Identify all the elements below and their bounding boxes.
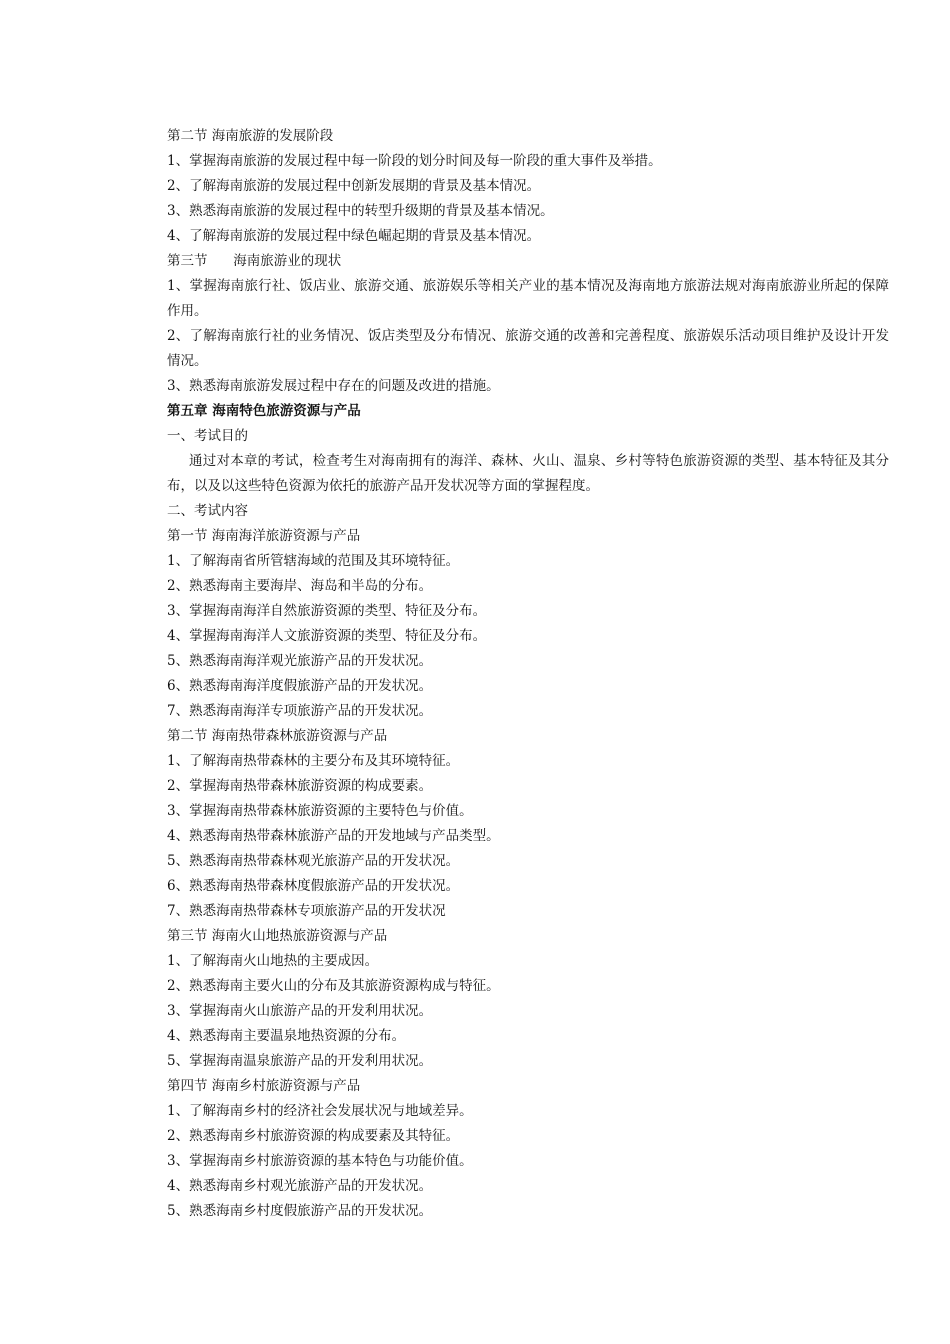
list-item: 2、熟悉海南主要海岸、海岛和半岛的分布。 [167,578,433,594]
list-item: 2、熟悉海南主要火山的分布及其旅游资源构成与特征。 [167,978,500,994]
list-item: 6、熟悉海南热带森林度假旅游产品的开发状况。 [167,878,460,894]
list-item: 4、了解海南旅游的发展过程中绿色崛起期的背景及基本情况。 [167,228,541,244]
list-item: 2、了解海南旅游的发展过程中创新发展期的背景及基本情况。 [167,178,541,194]
list-item: 1、掌握海南旅行社、饭店业、旅游交通、旅游娱乐等相关产业的基本情况及海南地方旅游法规对海南旅游业所起的保障作用。 [167,278,889,319]
list-item: 1、掌握海南旅游的发展过程中每一阶段的划分时间及每一阶段的重大事件及举措。 [167,153,662,169]
section-heading: 第一节 海南海洋旅游资源与产品 [167,528,361,544]
list-item: 2、熟悉海南乡村旅游资源的构成要素及其特征。 [167,1128,460,1144]
list-item: 3、熟悉海南旅游的发展过程中的转型升级期的背景及基本情况。 [167,203,554,219]
section-heading: 第二节 海南旅游的发展阶段 [167,128,334,144]
list-item: 2、了解海南旅行社的业务情况、饭店类型及分布情况、旅游交通的改善和完善程度、旅游娱乐活动项目维护及设计开发情况。 [167,328,889,369]
list-item: 3、掌握海南乡村旅游资源的基本特色与功能价值。 [167,1153,473,1169]
list-item: 3、掌握海南海洋自然旅游资源的类型、特征及分布。 [167,603,487,619]
list-item: 5、掌握海南温泉旅游产品的开发利用状况。 [167,1053,433,1069]
list-item: 2、掌握海南热带森林旅游资源的构成要素。 [167,778,433,794]
subheading: 二、考试内容 [167,503,248,519]
list-item: 4、熟悉海南乡村观光旅游产品的开发状况。 [167,1178,433,1194]
section-heading: 第四节 海南乡村旅游资源与产品 [167,1078,361,1094]
list-item: 6、熟悉海南海洋度假旅游产品的开发状况。 [167,678,433,694]
list-item: 3、掌握海南火山旅游产品的开发利用状况。 [167,1003,433,1019]
list-item: 1、了解海南火山地热的主要成因。 [167,953,379,969]
list-item: 5、熟悉海南海洋观光旅游产品的开发状况。 [167,653,433,669]
subheading: 一、考试目的 [167,428,248,444]
list-item: 3、掌握海南热带森林旅游资源的主要特色与价值。 [167,803,473,819]
list-item: 4、掌握海南海洋人文旅游资源的类型、特征及分布。 [167,628,487,644]
section-heading: 第三节 海南旅游业的现状 [167,253,342,269]
list-item: 7、熟悉海南热带森林专项旅游产品的开发状况 [167,903,446,919]
list-item: 1、了解海南乡村的经济社会发展状况与地域差异。 [167,1103,473,1119]
list-item: 5、熟悉海南乡村度假旅游产品的开发状况。 [167,1203,433,1219]
list-item: 5、熟悉海南热带森林观光旅游产品的开发状况。 [167,853,460,869]
list-item: 1、了解海南热带森林的主要分布及其环境特征。 [167,753,460,769]
section-heading: 第三节 海南火山地热旅游资源与产品 [167,928,388,944]
section-heading: 第二节 海南热带森林旅游资源与产品 [167,728,388,744]
document-body [167,124,889,1224]
list-item: 7、熟悉海南海洋专项旅游产品的开发状况。 [167,703,433,719]
list-item: 1、了解海南省所管辖海域的范围及其环境特征。 [167,553,460,569]
list-item: 4、熟悉海南主要温泉地热资源的分布。 [167,1028,406,1044]
paragraph: 通过对本章的考试，检查考生对海南拥有的海洋、森林、火山、温泉、乡村等特色旅游资源的类型、基本特征及其分布，以及以这些特色资源为依托的旅游产品开发状况等方面的掌握程度。 [167,453,889,494]
list-item: 3、熟悉海南旅游发展过程中存在的问题及改进的措施。 [167,378,500,394]
list-item: 4、熟悉海南热带森林旅游产品的开发地域与产品类型。 [167,828,500,844]
chapter-heading: 第五章 海南特色旅游资源与产品 [167,403,361,419]
